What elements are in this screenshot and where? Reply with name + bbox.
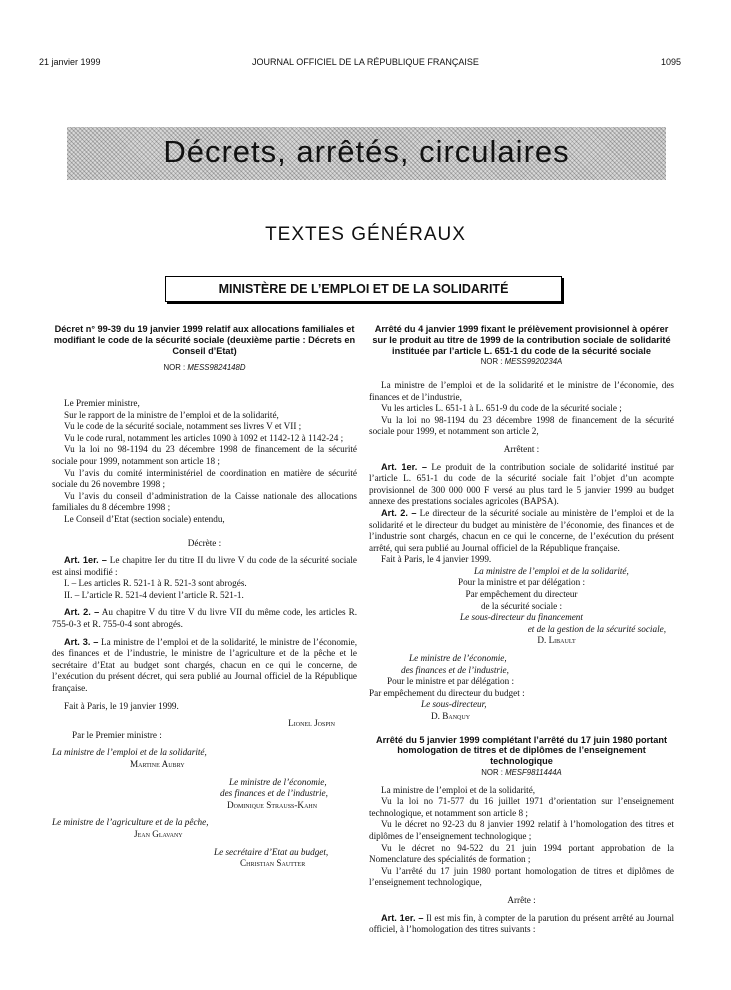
arrete-article: Art. 1er. – Il est mis fin, à compter de la parution du présent arrêté au Journal officiel, à l’homologation des titres suivants : (369, 912, 674, 935)
signature-line: Par empêchement du directeur du budget : (369, 687, 525, 698)
arrete-article: Art. 1er. – Le produit de la contribution sociale de solidarité institué par l’article L. 651-1 du code de la sécurité sociale fait l’objet d’un acompte provisionnel de 300 000 000 F versé au plus tard le 5 janvier 1999 au budget annexe des prestations sociales agricoles (BAPSA). (369, 461, 674, 507)
arrete-para: Vu la loi no 71-577 du 16 juillet 1971 d’orientation sur l’enseignement technologique, et notamment son article 8 ; (369, 796, 674, 818)
section-heading: TEXTES GÉNÉRAUX (265, 224, 466, 245)
signature-name: Lionel Jospin (288, 718, 335, 729)
signature-name: Christian Sautter (240, 858, 306, 869)
signature-line: de la sécurité sociale : (480, 600, 563, 611)
decree-fait: Fait à Paris, le 19 janvier 1999. (64, 700, 179, 711)
decree-para: Le Premier ministre, (64, 397, 140, 408)
arrete-para: Vu le décret no 92-23 du 8 janvier 1992 relatif à l’homologation des titres et diplômes de l’enseignement technologique ; (369, 819, 674, 841)
signature-role: des finances et de l’industrie, (401, 664, 509, 675)
arrete-article: Art. 2. – Le directeur de la sécurité sociale au ministère de l’emploi et de la solidarité et le directeur du budget au ministère de l’économie, des finances et de l’industrie sont chargés, chacun en ce qui le concerne, de l’exécution du présent arrêté, qui sera publié au Journal officiel de la République française. (369, 507, 674, 553)
signature-role: Le secrétaire d’Etat au budget, (214, 846, 329, 857)
signature-role: Le ministre de l’économie, (229, 776, 327, 787)
decree-para: Vu l’avis du comité interministériel de coordination en matière de sécurité sociale du 26 novembre 1998 ; (52, 467, 357, 490)
decree-article-item: I. – Les articles R. 521-1 à R. 521-3 sont abrogés. (64, 578, 247, 589)
signature-role: Le sous-directeur, (421, 699, 487, 710)
decree-article: Art. 2. – Au chapitre V du titre V du livre VII du même code, les articles R. 755-0-3 et R. 755-0-4 sont abrogés. (52, 607, 357, 630)
signature-line: Pour la ministre et par délégation : (457, 577, 586, 588)
header-date: 21 janvier 1999 (39, 57, 101, 67)
signature-role: Le ministre de l’économie, (409, 653, 507, 664)
left-column (52, 324, 357, 870)
signature-role: La ministre de l’emploi et de la solidarité, (474, 565, 629, 576)
arrete-para: Vu la loi no 98-1194 du 23 décembre 1998 de financement de la sécurité sociale pour 1999, et notamment son article 2, (369, 414, 674, 437)
decree-article: Art. 1er. – Le chapitre Ier du titre II du livre V du code de la sécurité sociale est ainsi modifié : (52, 555, 357, 577)
decree-nor: NOR : MESS9824148D (163, 363, 246, 373)
decree-title: Décret n° 99-39 du 19 janvier 1999 relatif aux allocations familiales et modifiant le code de la sécurité sociale (deuxième partie : Décrets en Conseil d’Etat) (53, 324, 356, 356)
arrete-arrete: Arrête : (507, 894, 536, 905)
signature-line: Pour le ministre et par délégation : (387, 676, 515, 687)
signature-name: Martine Aubry (130, 759, 185, 770)
decree-para: Le Conseil d’Etat (section sociale) entendu, (64, 513, 225, 524)
signature-name: Dominique Strauss-Kahn (227, 799, 318, 810)
header-page-number: 1095 (661, 57, 682, 67)
arrete-para: Vu l’arrêté du 17 juin 1980 portant homologation de titres et diplômes de l’enseignement technologique, (369, 865, 674, 888)
banner-title: Décrets, arrêtés, circulaires (163, 134, 570, 169)
arrete-nor: NOR : MESF9811444A (481, 768, 562, 777)
signature-role: Le sous-directeur du financement (460, 612, 583, 623)
decree-decrete: Décrète : (187, 537, 222, 548)
arrete-nor: NOR : MESS9920234A (480, 357, 563, 367)
header-journal: JOURNAL OFFICIEL DE LA RÉPUBLIQUE FRANÇAISE (252, 57, 479, 67)
arrete-para: Vu les articles L. 651-1 à L. 651-9 du code de la sécurité sociale ; (381, 403, 622, 414)
signature-line: Par le Premier ministre : (72, 729, 162, 740)
signature-name: D. Banquy (431, 711, 471, 722)
arrete-para: La ministre de l’emploi et de la solidarité, (381, 784, 536, 795)
ministry-box: MINISTÈRE DE L’EMPLOI ET DE LA SOLIDARITÉ (165, 276, 562, 302)
signature-role: Le ministre de l’agriculture et de la pêche, (52, 817, 209, 828)
signature-name: D. Libault (537, 635, 576, 646)
decree-para: Vu le code rural, notamment les articles 1090 à 1092 et 1142-12 à 1142-24 ; (64, 432, 344, 443)
arrete-para: Vu le décret no 94-522 du 21 juin 1994 portant approbation de la Nomenclature des spécialités de formation ; (369, 842, 674, 865)
arrete-arretent: Arrêtent : (503, 443, 540, 454)
signature-name: Jean Glavany (134, 828, 183, 839)
decree-para: Vu le code de la sécurité sociale, notamment ses livres V et VII ; (64, 421, 302, 432)
decree-article: Art. 3. – La ministre de l’emploi et de la solidarité, le ministre de l’économie, des finances et de l’industrie, le ministre de l’agriculture et de la pêche et le secrétaire d’Etat au budget sont chargés, chacun en ce qui le concerne, de l’exécution du présent décret, qui sera publié au Journal officiel de la République française. (52, 636, 358, 694)
signature-role: La ministre de l’emploi et de la solidarité, (52, 747, 207, 758)
signature-role: et de la gestion de la sécurité sociale, (527, 623, 666, 634)
signature-line: Par empêchement du directeur (465, 589, 578, 600)
arrete-para: La ministre de l’emploi et de la solidarité et le ministre de l’économie, des finances et de l’industrie, (369, 379, 674, 402)
decree-para: Vu l’avis du conseil d’administration de la Caisse nationale des allocations familiales du 8 décembre 1998 ; (52, 490, 357, 513)
arrete-title: Arrêté du 4 janvier 1999 fixant le prélèvement provisionnel à opérer sur le produit au titre de 1999 de la contribution sociale de solidarité instituée par l’article L. 651-1 du code de la sécurité sociale (372, 324, 671, 356)
decree-para: Sur le rapport de la ministre de l’emploi et de la solidarité, (64, 409, 279, 420)
arrete-title: Arrêté du 5 janvier 1999 complétant l’arrêté du 17 juin 1980 portant homologation de titres et de diplômes de l’enseignement technologique (375, 734, 668, 767)
right-column (369, 324, 674, 936)
signature-role: des finances et de l’industrie, (220, 788, 328, 799)
decree-para: Vu la loi no 98-1194 du 23 décembre 1998 de financement de la sécurité sociale pour 1999, notamment son article 18 ; (52, 444, 357, 466)
decree-article-item: II. – L’article R. 521-4 devient l’article R. 521-1. (64, 589, 244, 600)
arrete-fait: Fait à Paris, le 4 janvier 1999. (381, 554, 492, 565)
